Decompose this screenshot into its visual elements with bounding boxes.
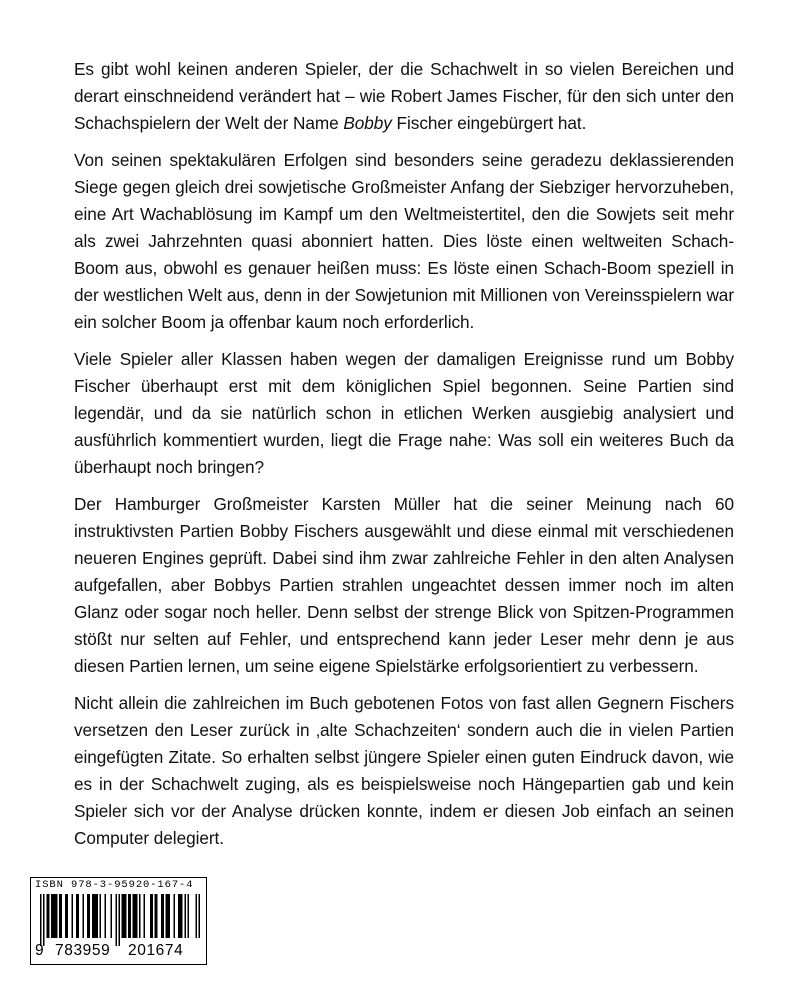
blurb-paragraph-2: Von seinen spektakulären Erfolgen sind besonders seine geradezu deklassierenden Siege gegen gleich drei sowjetische Großmeister Anfang der Siebziger hervorzuheben, eine Art Wachablösung im Kampf um den Weltmeistertitel, den die Sowjets seit mehr als zwei Jahrzehnten quasi abonniert hatten. Dies löste einen weltweiten Schach-Boom aus, obwohl es genauer heißen muss: Es löste einen Schach-Boom speziell in der westlichen Welt aus, denn in der Sowjetunion mit Millionen von Vereinsspielern war ein solcher Boom ja offenbar kaum noch erforderlich. xyxy=(74,150,734,332)
blurb-paragraph-3: Viele Spieler aller Klassen haben wegen der damaligen Ereignisse rund um Bobby Fischer überhaupt erst mit dem königlichen Spiel begonnen. Seine Partien sind legendär, und da sie natürlich schon in etlichen Werken ausgiebig analysiert und ausführlich kommentiert wurden, liegt die Frage nahe: Was soll ein weiteres Buch da überhaupt noch bringen? xyxy=(74,349,734,477)
barcode-digit-right: 201674 xyxy=(128,942,184,959)
blurb-text-block xyxy=(74,56,734,852)
isbn-barcode xyxy=(30,877,207,965)
blurb-paragraph-4: Der Hamburger Großmeister Karsten Müller hat die seiner Meinung nach 60 instruktivsten Partien Bobby Fischers ausgewählt und diese einmal mit verschiedenen neueren Engines geprüft. Dabei sind ihm zwar zahlreiche Fehler in den alten Analysen aufgefallen, aber Bobbys Partien strahlen ungeachtet dessen immer noch im alten Glanz oder sogar noch heller. Denn selbst der strenge Blick von Spitzen-Programmen stößt nur selten auf Fehler, und entsprechend kann jeder Leser mehr denn je aus diesen Partien lernen, um seine eigene Spielstärke erfolgsorientiert zu verbessern. xyxy=(74,494,734,676)
isbn-label: ISBN 978-3-95920-167-4 xyxy=(35,879,194,891)
barcode-bars xyxy=(40,894,200,946)
barcode-digit-left: 9 xyxy=(35,942,45,959)
blurb-paragraph-1: Es gibt wohl keinen anderen Spieler, der die Schachwelt in so vielen Bereichen und derart einschneidend verändert hat – wie Robert James Fischer, für den sich unter den Schachspielern der Welt der Name Bobby Fischer eingebürgert hat. xyxy=(74,59,734,133)
barcode-digits xyxy=(31,942,206,964)
blurb-paragraph-5: Nicht allein die zahlreichen im Buch gebotenen Fotos von fast allen Gegnern Fischers versetzen den Leser zurück in ‚alte Schachzeiten‘ sondern auch die in vielen Partien eingefügten Zitate. So erhalten selbst jüngere Spieler einen guten Eindruck davon, wie es in der Schachwelt zuging, als es beispielsweise noch Hängepartien gab und kein Spieler sich vor der Analyse drücken konnte, indem er diesen Job einfach an seinen Computer delegiert. xyxy=(74,693,734,848)
emphasised-text: Bobby xyxy=(343,113,392,133)
barcode-digit-middle: 783959 xyxy=(55,942,111,959)
